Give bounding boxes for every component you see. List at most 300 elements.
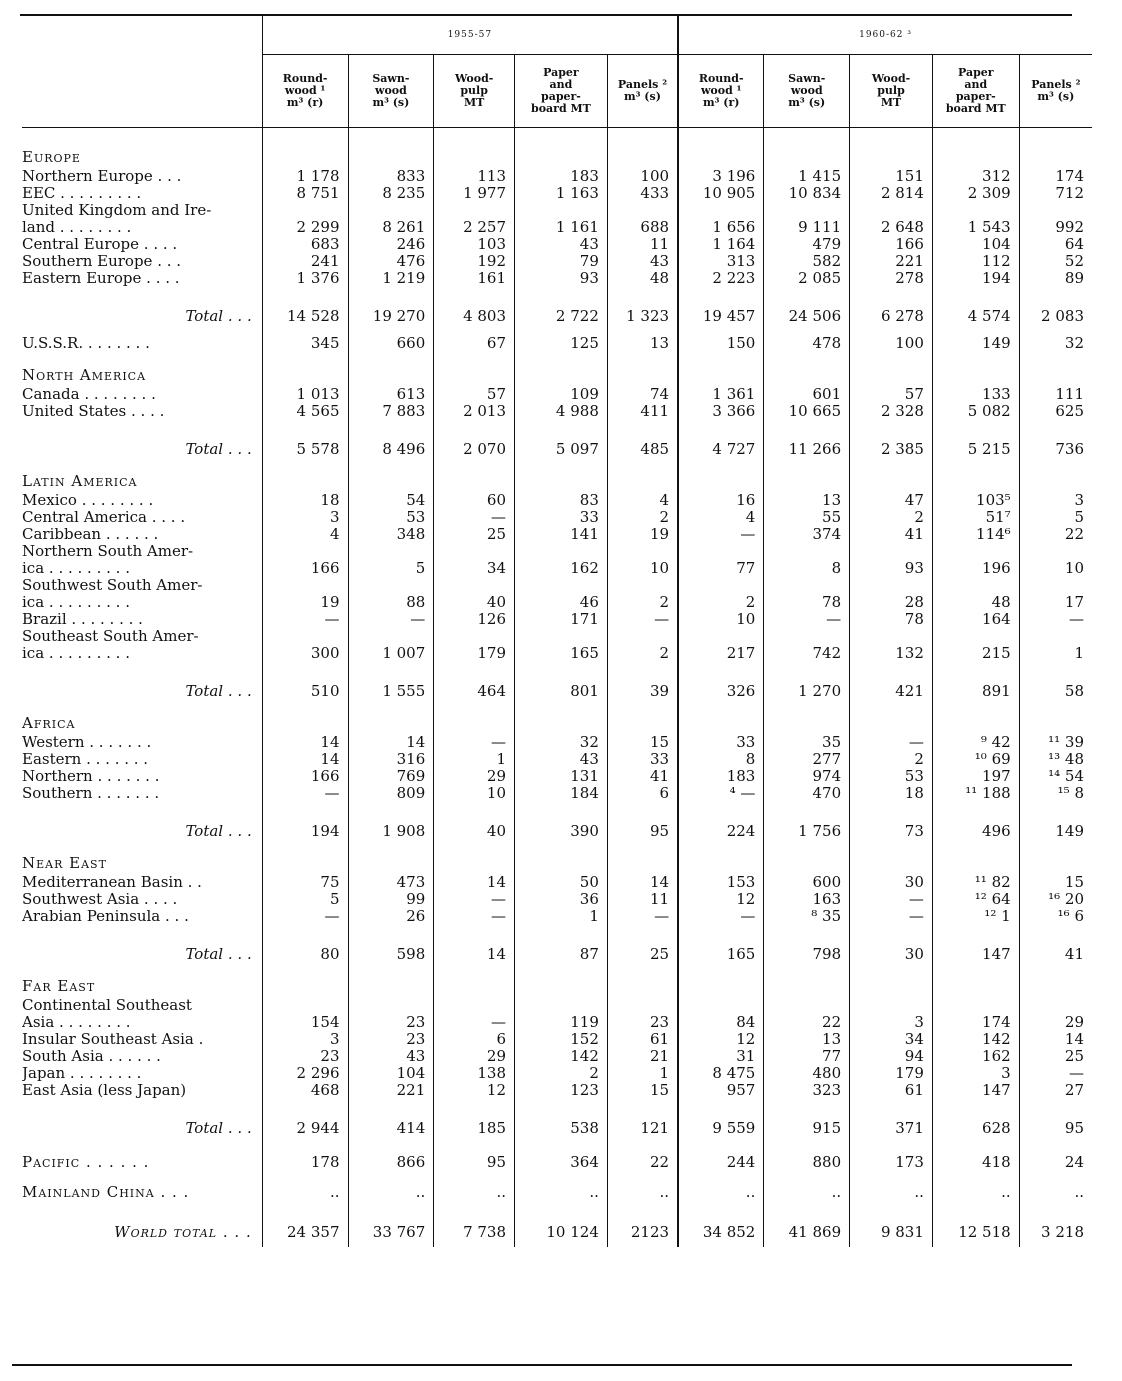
cell — [850, 925, 933, 935]
value-cell — [348, 577, 434, 594]
value-cell: 9 559 — [678, 1109, 764, 1147]
value-cell: 94 — [850, 1048, 933, 1065]
value-cell: 9 111 — [764, 219, 850, 236]
cell — [764, 128, 850, 145]
value-cell: ¹¹ 39 — [1019, 734, 1092, 751]
value-cell: 14 528 — [262, 297, 348, 335]
value-cell: 277 — [764, 751, 850, 768]
value-cell: 2 — [678, 594, 764, 611]
value-cell: 348 — [348, 526, 434, 543]
value-cell — [348, 628, 434, 645]
row-label: Total . . . — [185, 1119, 252, 1137]
value-cell: 2 070 — [434, 430, 515, 468]
region-heading: North America — [22, 366, 147, 384]
value-cell: 323 — [764, 1082, 850, 1099]
value-cell: 4 — [262, 526, 348, 543]
table-row — [22, 202, 1092, 219]
table-row — [22, 185, 1092, 202]
row-label: Eastern . . . . . . . — [22, 751, 149, 768]
cell — [764, 287, 850, 297]
column-header-line: pulp — [460, 84, 488, 97]
cell — [515, 662, 608, 672]
cell — [434, 287, 515, 297]
cell — [764, 710, 850, 734]
value-cell: 11 266 — [764, 430, 850, 468]
value-cell: ¹² 64 — [932, 891, 1019, 908]
value-cell: 1 — [434, 751, 515, 768]
cell — [764, 420, 850, 430]
value-cell: 50 — [515, 874, 608, 891]
value-cell: 113 — [434, 168, 515, 185]
table-row — [22, 594, 1092, 611]
gap-row — [22, 287, 1092, 297]
value-cell: 55 — [764, 509, 850, 526]
value-cell: 1 543 — [932, 219, 1019, 236]
value-cell: 162 — [932, 1048, 1019, 1065]
value-cell — [607, 577, 678, 594]
value-cell: 132 — [850, 645, 933, 662]
cell — [1019, 287, 1092, 297]
cell — [515, 468, 608, 492]
cell — [850, 973, 933, 997]
value-cell: 78 — [764, 594, 850, 611]
value-cell: 194 — [262, 812, 348, 850]
column-header-line: Wood- — [871, 72, 911, 85]
value-cell: 625 — [1019, 403, 1092, 420]
value-cell: 957 — [678, 1082, 764, 1099]
cell — [607, 662, 678, 672]
value-cell: 16 — [678, 492, 764, 509]
value-cell: 46 — [515, 594, 608, 611]
value-cell: 161 — [434, 270, 515, 287]
value-cell: 2 — [607, 645, 678, 662]
column-header-line: MT — [880, 96, 902, 109]
value-cell: 3 366 — [678, 403, 764, 420]
row-label: Southern Europe . . . — [22, 253, 182, 270]
total-row — [22, 297, 1092, 335]
value-cell: 100 — [607, 168, 678, 185]
value-cell: 111 — [1019, 386, 1092, 403]
value-cell — [764, 628, 850, 645]
value-cell: .. — [932, 1177, 1019, 1207]
value-cell: 73 — [850, 812, 933, 850]
cell — [607, 1099, 678, 1109]
value-cell: 582 — [764, 253, 850, 270]
value-cell: 60 — [434, 492, 515, 509]
column-header-line: m³ (r) — [702, 96, 740, 109]
value-cell: 40 — [434, 594, 515, 611]
value-cell: 473 — [348, 874, 434, 891]
value-cell: 174 — [932, 1014, 1019, 1031]
value-cell — [1019, 543, 1092, 560]
column-header — [262, 55, 348, 128]
table-row — [22, 1065, 1092, 1082]
value-cell: 14 — [434, 935, 515, 973]
value-cell: ¹⁰ 69 — [932, 751, 1019, 768]
table-row — [22, 1048, 1092, 1065]
value-cell: ⁸ 35 — [764, 908, 850, 925]
value-cell: 40 — [434, 812, 515, 850]
value-cell: 345 — [262, 335, 348, 352]
cell — [515, 144, 608, 168]
cell — [607, 973, 678, 997]
value-cell: 147 — [932, 1082, 1019, 1099]
row-label: United States . . . . — [22, 403, 165, 420]
cell — [1019, 973, 1092, 997]
corner-cell — [22, 16, 262, 55]
value-cell — [515, 202, 608, 219]
cell — [678, 925, 764, 935]
value-cell: 104 — [348, 1065, 434, 1082]
cell — [678, 128, 764, 145]
value-cell: 163 — [764, 891, 850, 908]
table-row — [22, 611, 1092, 628]
value-cell: 103⁵ — [932, 492, 1019, 509]
value-cell — [434, 577, 515, 594]
value-cell: 192 — [434, 253, 515, 270]
cell — [932, 1207, 1019, 1217]
value-cell — [262, 577, 348, 594]
value-cell: 24 357 — [262, 1217, 348, 1247]
value-cell: 10 — [678, 611, 764, 628]
value-cell: 22 — [764, 1014, 850, 1031]
value-cell: 1 415 — [764, 168, 850, 185]
value-cell: ¹⁶ 6 — [1019, 908, 1092, 925]
value-cell: — — [434, 1014, 515, 1031]
cell — [932, 973, 1019, 997]
value-cell: 179 — [434, 645, 515, 662]
cell — [262, 662, 348, 672]
value-cell — [262, 997, 348, 1014]
value-cell: 93 — [850, 560, 933, 577]
cell — [434, 710, 515, 734]
cell — [607, 1207, 678, 1217]
value-cell: 8 475 — [678, 1065, 764, 1082]
value-cell: — — [434, 908, 515, 925]
value-cell: — — [850, 734, 933, 751]
table-row — [22, 335, 1092, 352]
row-label: Asia . . . . . . . . — [22, 1014, 131, 1031]
cell — [850, 128, 933, 145]
value-cell: 12 — [434, 1082, 515, 1099]
value-cell: 114⁶ — [932, 526, 1019, 543]
value-cell — [932, 202, 1019, 219]
cell — [932, 1099, 1019, 1109]
value-cell: 43 — [515, 236, 608, 253]
value-cell: ⁹ 42 — [932, 734, 1019, 751]
cell — [262, 468, 348, 492]
column-header-line: Round- — [698, 72, 744, 85]
value-cell — [434, 628, 515, 645]
value-cell: 2 309 — [932, 185, 1019, 202]
value-cell: 41 — [607, 768, 678, 785]
row-label: EEC . . . . . . . . . — [22, 185, 142, 202]
cell — [348, 850, 434, 874]
value-cell: 316 — [348, 751, 434, 768]
period-label: 1955-57 — [262, 16, 678, 55]
value-cell: 165 — [678, 935, 764, 973]
cell — [678, 1207, 764, 1217]
row-label: World total . . . — [114, 1223, 252, 1241]
value-cell: 374 — [764, 526, 850, 543]
column-header-line: wood ¹ — [700, 84, 742, 97]
table-row — [22, 236, 1092, 253]
value-cell: 19 — [607, 526, 678, 543]
cell — [764, 352, 850, 362]
value-cell: 1 007 — [348, 645, 434, 662]
cell — [678, 802, 764, 812]
value-cell: 12 — [678, 891, 764, 908]
value-cell: 84 — [678, 1014, 764, 1031]
value-cell: 3 — [932, 1065, 1019, 1082]
row-label: Total . . . — [185, 945, 252, 963]
value-cell: 87 — [515, 935, 608, 973]
value-cell: 197 — [932, 768, 1019, 785]
value-cell: 150 — [678, 335, 764, 352]
value-cell: 1 — [515, 908, 608, 925]
cell — [607, 144, 678, 168]
value-cell: 478 — [764, 335, 850, 352]
cell — [262, 850, 348, 874]
value-cell: 6 — [434, 1031, 515, 1048]
value-cell: 61 — [850, 1082, 933, 1099]
value-cell: 61 — [607, 1031, 678, 1048]
cell — [515, 802, 608, 812]
value-cell: 433 — [607, 185, 678, 202]
cell — [348, 1099, 434, 1109]
cell — [607, 710, 678, 734]
cell — [1019, 352, 1092, 362]
value-cell: 809 — [348, 785, 434, 802]
value-cell: 688 — [607, 219, 678, 236]
cell — [932, 287, 1019, 297]
value-cell: 43 — [607, 253, 678, 270]
cell — [434, 1099, 515, 1109]
value-cell: 10 665 — [764, 403, 850, 420]
cell — [678, 1099, 764, 1109]
value-cell: 51⁷ — [932, 509, 1019, 526]
value-cell: 30 — [850, 874, 933, 891]
value-cell: 798 — [764, 935, 850, 973]
value-cell: 414 — [348, 1109, 434, 1147]
cell — [262, 352, 348, 362]
value-cell: 33 — [607, 751, 678, 768]
value-cell: 17 — [1019, 594, 1092, 611]
value-cell: 300 — [262, 645, 348, 662]
label-cell — [22, 352, 262, 362]
value-cell: 39 — [607, 672, 678, 710]
value-cell: 43 — [515, 751, 608, 768]
value-cell: — — [262, 611, 348, 628]
value-cell: — — [850, 908, 933, 925]
column-header-line: paper- — [955, 90, 996, 103]
value-cell — [678, 577, 764, 594]
cell — [434, 420, 515, 430]
cell — [262, 925, 348, 935]
cell — [434, 352, 515, 362]
value-cell: 174 — [1019, 168, 1092, 185]
value-cell: 10 — [434, 785, 515, 802]
value-cell: 185 — [434, 1109, 515, 1147]
value-cell: 119 — [515, 1014, 608, 1031]
value-cell: 34 852 — [678, 1217, 764, 1247]
value-cell: 142 — [932, 1031, 1019, 1048]
value-cell: 25 — [434, 526, 515, 543]
row-label: Total . . . — [185, 682, 252, 700]
value-cell: 2 — [850, 751, 933, 768]
value-cell: 1 756 — [764, 812, 850, 850]
cell — [1019, 362, 1092, 386]
value-cell: 221 — [348, 1082, 434, 1099]
value-cell: 21 — [607, 1048, 678, 1065]
value-cell: — — [434, 891, 515, 908]
cell — [262, 802, 348, 812]
cell — [764, 144, 850, 168]
value-cell — [850, 628, 933, 645]
value-cell: ¹¹ 82 — [932, 874, 1019, 891]
value-cell: 974 — [764, 768, 850, 785]
value-cell: 48 — [932, 594, 1019, 611]
value-cell: — — [434, 734, 515, 751]
cell — [262, 1207, 348, 1217]
column-header-line: pulp — [877, 84, 905, 97]
world-total-row — [22, 1217, 1092, 1247]
value-cell: 480 — [764, 1065, 850, 1082]
value-cell: 221 — [850, 253, 933, 270]
value-cell: 4 803 — [434, 297, 515, 335]
label-cell — [22, 662, 262, 672]
cell — [348, 662, 434, 672]
value-cell: .. — [434, 1177, 515, 1207]
cell — [515, 420, 608, 430]
value-cell: 35 — [764, 734, 850, 751]
value-cell: 244 — [678, 1147, 764, 1177]
value-cell: 47 — [850, 492, 933, 509]
value-cell: 28 — [850, 594, 933, 611]
value-cell: 485 — [607, 430, 678, 468]
value-cell: 178 — [262, 1147, 348, 1177]
value-cell: 470 — [764, 785, 850, 802]
value-cell: — — [764, 611, 850, 628]
value-cell: 100 — [850, 335, 933, 352]
cell — [764, 662, 850, 672]
column-header-line: Sawn- — [788, 72, 826, 85]
value-cell — [764, 997, 850, 1014]
value-cell: 57 — [850, 386, 933, 403]
value-cell: 13 — [764, 492, 850, 509]
value-cell — [850, 543, 933, 560]
column-header-line: Sawn- — [372, 72, 410, 85]
table-row — [22, 403, 1092, 420]
table-row — [22, 645, 1092, 662]
value-cell: 125 — [515, 335, 608, 352]
value-cell: 24 506 — [764, 297, 850, 335]
row-label: Pacific . . . . . . — [22, 1153, 150, 1171]
value-cell: 34 — [434, 560, 515, 577]
value-cell — [607, 997, 678, 1014]
table-row — [22, 560, 1092, 577]
value-cell: 12 518 — [932, 1217, 1019, 1247]
row-label: Japan . . . . . . . . — [22, 1065, 142, 1082]
value-cell: 1 555 — [348, 672, 434, 710]
region-heading-row — [22, 710, 1092, 734]
value-cell: 1 013 — [262, 386, 348, 403]
cell — [678, 287, 764, 297]
column-header-line: Round- — [282, 72, 328, 85]
table-row — [22, 768, 1092, 785]
value-cell: 147 — [932, 935, 1019, 973]
value-cell: 736 — [1019, 430, 1092, 468]
value-cell: 598 — [348, 935, 434, 973]
value-cell: 12 — [678, 1031, 764, 1048]
column-header-line: wood — [790, 84, 823, 97]
row-label: Southwest Asia . . . . — [22, 891, 178, 908]
column-header-row — [22, 55, 1092, 128]
table-row — [22, 997, 1092, 1014]
column-header-line: m³ (s) — [372, 96, 410, 109]
cell — [262, 362, 348, 386]
value-cell: 1 178 — [262, 168, 348, 185]
value-cell: 14 — [262, 734, 348, 751]
spacer-row — [22, 128, 1092, 145]
cell — [348, 144, 434, 168]
cell — [1019, 420, 1092, 430]
cell — [678, 973, 764, 997]
value-cell: 93 — [515, 270, 608, 287]
gap-row — [22, 802, 1092, 812]
value-cell: 77 — [764, 1048, 850, 1065]
value-cell — [678, 997, 764, 1014]
cell — [434, 128, 515, 145]
value-cell: 2 648 — [850, 219, 933, 236]
value-cell: 22 — [607, 1147, 678, 1177]
value-cell: 1 219 — [348, 270, 434, 287]
table-row — [22, 543, 1092, 560]
cell — [348, 1207, 434, 1217]
value-cell: 2 328 — [850, 403, 933, 420]
value-cell: 1 — [1019, 645, 1092, 662]
label-cell — [22, 802, 262, 812]
row-label: Total . . . — [185, 440, 252, 458]
value-cell — [515, 997, 608, 1014]
value-cell: 19 — [262, 594, 348, 611]
value-cell: 2 722 — [515, 297, 608, 335]
total-row — [22, 812, 1092, 850]
column-header — [348, 55, 434, 128]
cell — [348, 468, 434, 492]
value-cell: 149 — [932, 335, 1019, 352]
cell — [932, 420, 1019, 430]
value-cell: 801 — [515, 672, 608, 710]
column-header — [678, 55, 764, 128]
row-label: Northern Europe . . . — [22, 168, 182, 185]
gap-row — [22, 662, 1092, 672]
cell — [262, 973, 348, 997]
value-cell: 99 — [348, 891, 434, 908]
value-cell: 5 — [262, 891, 348, 908]
value-cell — [607, 543, 678, 560]
cell — [515, 352, 608, 362]
row-label: Southeast South Amer- — [22, 628, 199, 645]
row-label: Mediterranean Basin . . — [22, 874, 202, 891]
row-label: ica . . . . . . . . . — [22, 645, 130, 662]
table-row — [22, 253, 1092, 270]
column-header — [1019, 55, 1092, 128]
cell — [515, 925, 608, 935]
value-cell: 80 — [262, 935, 348, 973]
table-row — [22, 577, 1092, 594]
value-cell — [607, 628, 678, 645]
